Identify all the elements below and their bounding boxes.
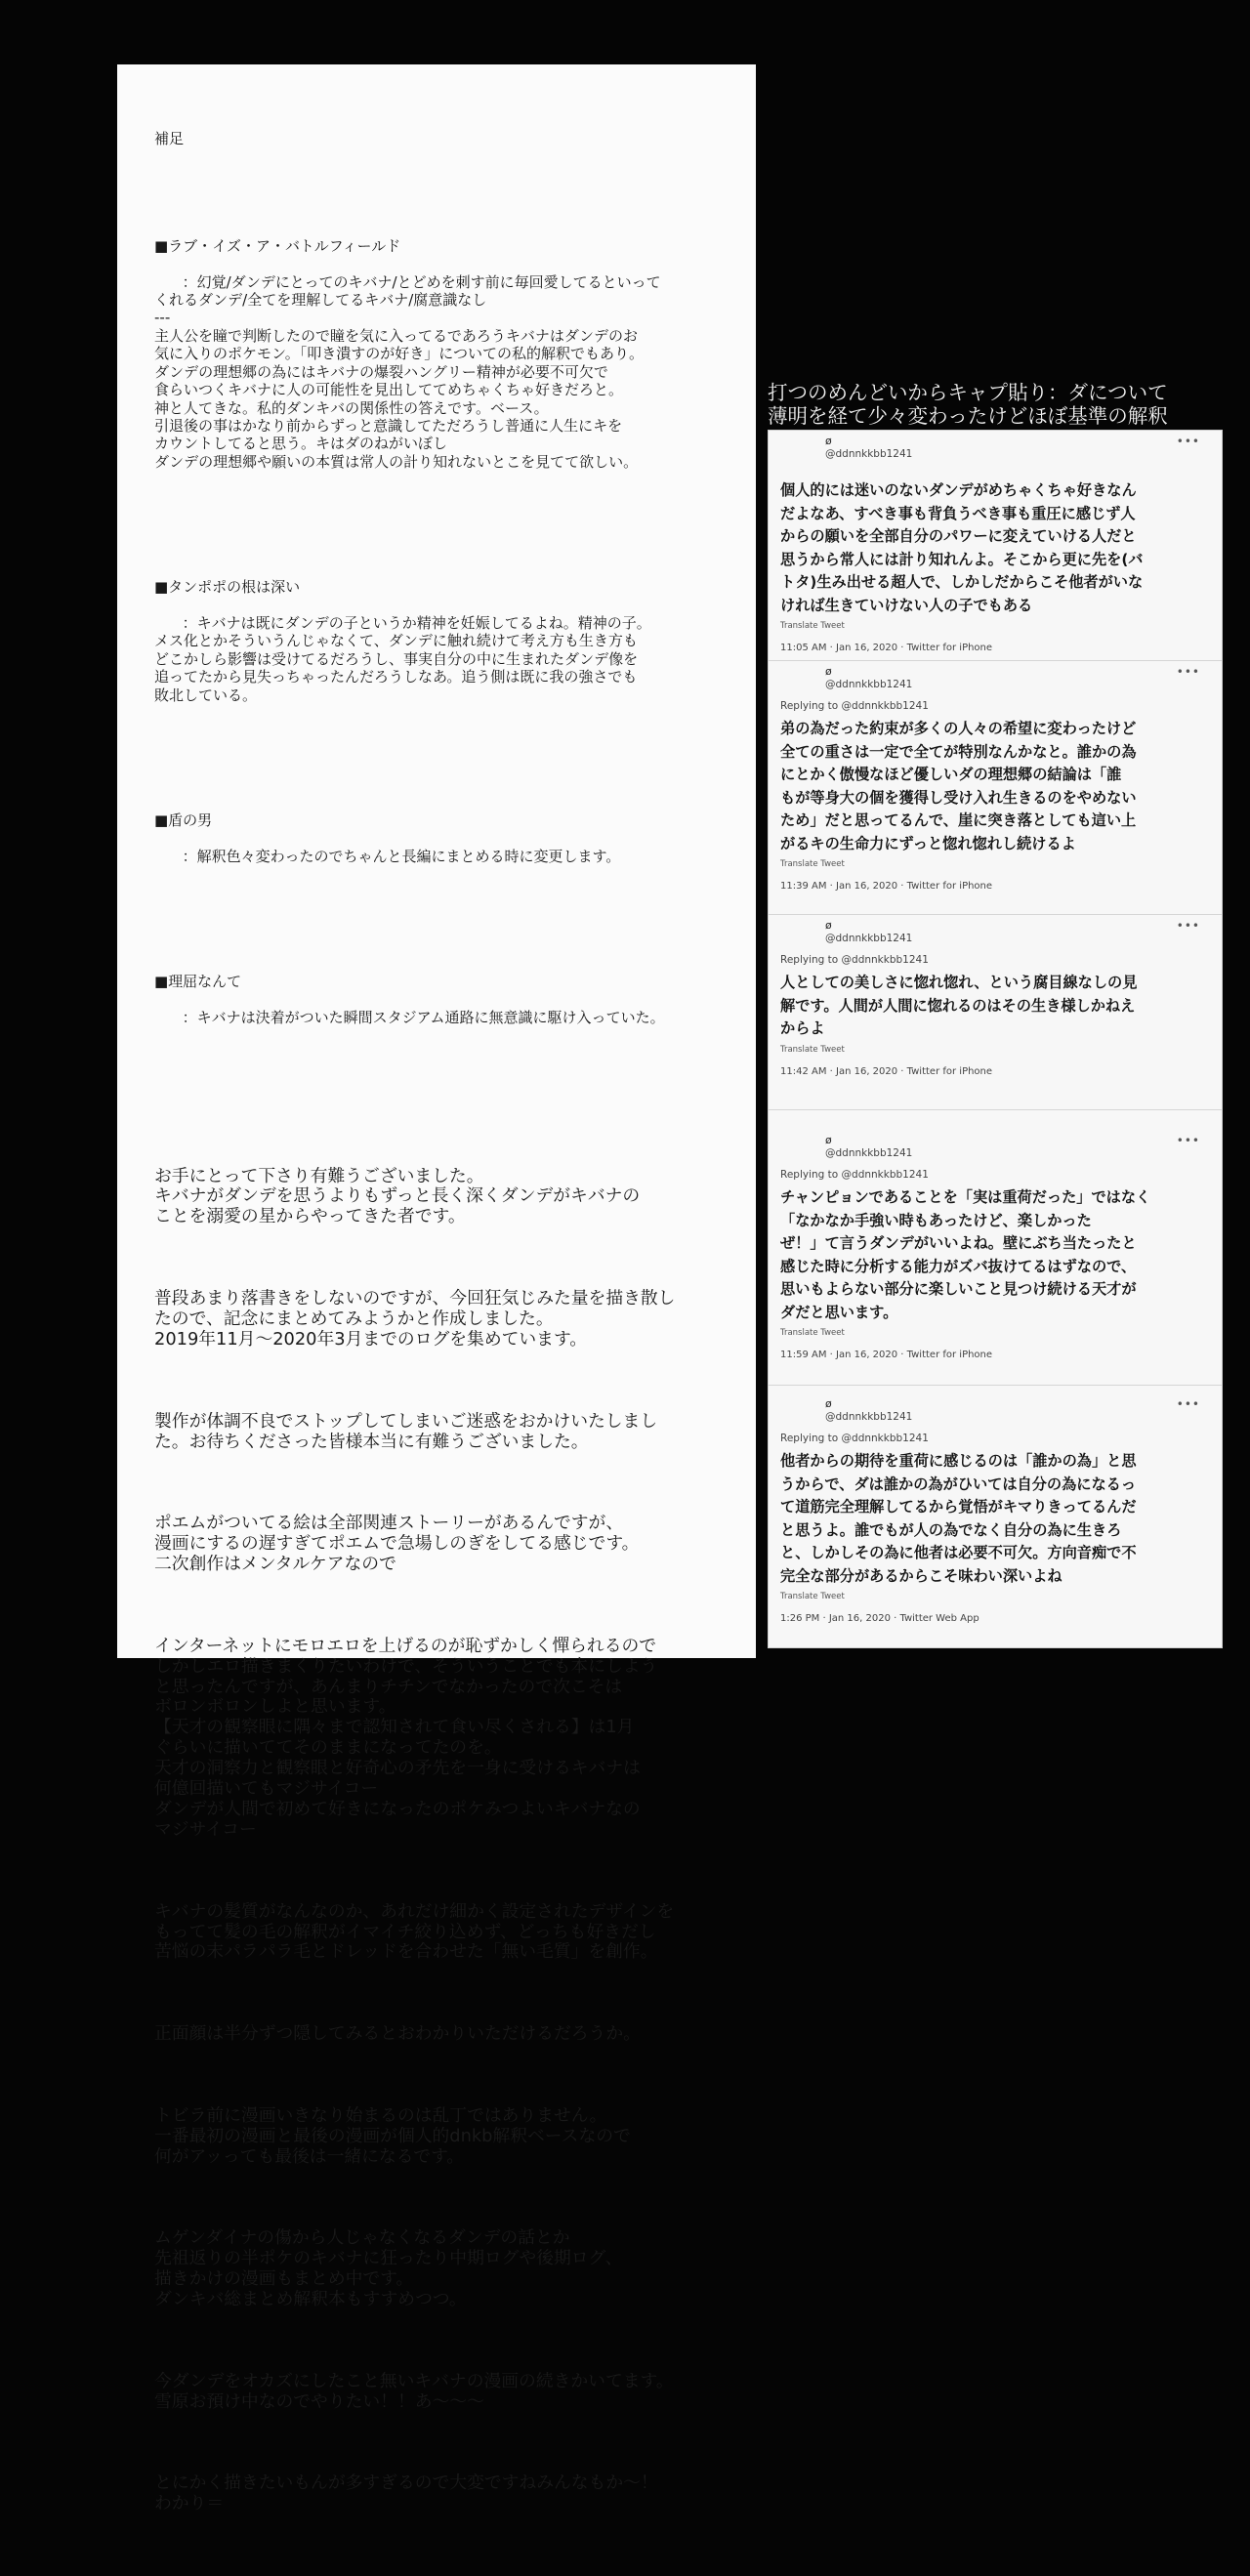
tweet-card xyxy=(769,431,1222,661)
afterword-paragraph: キバナの髪質がなんなのか、あれだけ細かく設定されたデザインを もってて髪の毛の解釈がイマイチ絞り込めず、どっちも好きだし 苦悩の末パラパラ毛とドレッドを合わせた「無い毛質」を創作。 xyxy=(154,1900,675,1963)
tweet-handle[interactable]: @ddnnkkbb1241 xyxy=(825,933,913,944)
more-icon[interactable]: ••• xyxy=(1176,1134,1200,1147)
tweet-body: 弟の為だった約束が多くの人々の希望に変わったけど 全ての重さは一定で全てが特別なんかなと。誰かの為 にとかく傲慢なほど優しいダの理想郷の結論は「誰 もが等身大の個を獲得し受け入れ生きるのをやめない ため」だと思ってるんで、崖に突き落としても這い上 がるキの生命力にずっと惚れ惚れし続けるよ xyxy=(780,720,1137,852)
replying-to[interactable]: Replying to @ddnnkkbb1241 xyxy=(780,954,929,966)
afterword-paragraph: お手にとって下さり有難うございました。 キバナがダンデを思うよりもずっと長く深くダンデがキバナの ことを溺愛の星からやってきた者です。 xyxy=(154,1165,641,1227)
afterword-paragraph: 今ダンデをオカズにしたこと無いキバナの漫画の続きかいてます。 雪原お預け中なのでやりたい！！あ～～～ xyxy=(154,2370,674,2412)
note-heading: ■ラブ・イズ・ア・バトルフィールド xyxy=(154,236,401,255)
note-section xyxy=(154,542,721,722)
avatar-icon[interactable]: ø xyxy=(825,435,832,447)
note-heading: ■盾の男 xyxy=(154,811,213,830)
afterword-paragraph: インターネットにモロエロを上げるのが恥ずかしく憚られるので しかしエロ描きまくりたいわけで、そういうことでも本にしよう と思ったんですが、あんまりチチンでなかったので次こそは ボロンボロンしよと思います。 【天才の観察眼に隅々まで認知されて食い尽くされる】は1月 ぐらいに描いててそのままになってたのを。 天才の洞察力と観察眼と好奇心の矛先を一身に受けるキバナは 何億回描いてもマジサイコー ダンデが人間で初めて好きになったのポケみつよいキバナなの マジサイコー xyxy=(154,1635,658,1840)
tweet-body: 個人的には迷いのないダンデがめちゃくちゃ好きなん だよなあ、すべき事も背負うべき事も重圧に感じず人 からの願いを全部自分のパワーに変えていける人だと 思うから常人には計り知れんよ。そこから更に先を(バ トタ)生み出せる超人で、しかしだからこそ他者がいな ければ生きていけない人の子でもある xyxy=(780,481,1144,614)
note-text: ：幻覚/ダンデにとってのキバナ/とどめを刺す前に毎回愛してるといって くれるダンデ/全てを理解してるキバナ/腐意識なし --- 主人公を瞳で判断したので瞳を気に入ってるであろうキバナはダンデのお 気に入りのポケモン。「叩き潰すのが好き」についての私的解釈でもあり。 ダンデの理想郷の為にはキバナの爆裂ハングリー精神が必要不可欠で 食らいつくキバナに人の可能性を見出しててめちゃくちゃ好きだろと。 神と人てきな。私的ダンキバの関係性の答えです。ベース。 引退後の事はかなり前からずっと意識してただろうし普通に人生にキを カウントしてると思う。キはダのねがいぼし ダンデの理想郷や願いの本質は常人の計り知れないとこを見てて欲しい。 xyxy=(154,272,661,471)
left-page xyxy=(117,64,756,2514)
tweet-header xyxy=(780,1130,1210,1167)
tweet-header xyxy=(780,431,1210,468)
tweet-body: 他者からの期待を重荷に感じるのは「誰かの為」と思 うからで、ダは誰かの為がひいては自分の為になるっ て道筋完全理解してるから覚悟がキマりきってるんだ と思うよ。誰でもが人の為でなく自分の為に生きろ と、しかしその為に他者は必要不可欠。方向音痴で不 完全な部分があるからこそ味わい深いよね xyxy=(780,1452,1137,1585)
more-icon[interactable]: ••• xyxy=(1176,919,1200,933)
afterword-paragraph: トビラ前に漫画いきなり始まるのは乱丁ではありません。 一番最初の漫画と最後の漫画が個人的dnkb解釈ベースなので 何がアッっても最後は一緒になるです。 xyxy=(154,2104,631,2167)
caption-line: 薄明を経て少々変わったけどほぼ基準の解釈 xyxy=(768,404,1168,428)
tweet-card xyxy=(769,661,1222,915)
screenshot-caption xyxy=(768,381,1227,428)
replying-to[interactable]: Replying to @ddnnkkbb1241 xyxy=(780,1169,929,1181)
afterword-paragraph: とにかく描きたいもんが多すぎるので大変ですねみんなもか～！ わかり＝ xyxy=(154,2472,658,2514)
afterword-paragraph: ムゲンダイナの傷から人じゃなくなるダンデの話とか 先祖返りの半ポケのキバナに狂ったり中期ログや後期ログ、 描きかけの漫画もまとめ中です。 ダンキバ総まとめ解釈本もすすめつつ。 xyxy=(154,2227,623,2310)
translate-tweet-link[interactable]: Translate Tweet xyxy=(780,1328,845,1338)
avatar-icon[interactable]: ø xyxy=(825,1134,832,1146)
more-icon[interactable]: ••• xyxy=(1176,665,1200,679)
tweet-handle[interactable]: @ddnnkkbb1241 xyxy=(825,448,913,460)
tweet-timestamp[interactable]: 11:59 AM · Jan 16, 2020 · Twitter for iPhone xyxy=(780,1350,993,1360)
avatar-icon[interactable]: ø xyxy=(825,665,832,678)
translate-tweet-link[interactable]: Translate Tweet xyxy=(780,859,845,869)
translate-tweet-link[interactable]: Translate Tweet xyxy=(780,621,845,631)
avatar-icon[interactable]: ø xyxy=(825,1397,832,1410)
tweet-handle[interactable]: @ddnnkkbb1241 xyxy=(825,679,913,690)
notes-title: 補足 xyxy=(154,129,185,147)
note-heading: ■理屈なんて xyxy=(154,973,242,991)
replying-to[interactable]: Replying to @ddnnkkbb1241 xyxy=(780,1433,929,1444)
afterword-paragraph: 普段あまり落書きをしないのですが、今回狂気じみた量を描き散し たので、記念にまとめてみようかと作成しました。 2019年11月～2020年3月までのログを集めています。 xyxy=(154,1288,676,1350)
tweet-header xyxy=(780,661,1210,698)
avatar-icon[interactable]: ø xyxy=(825,919,832,932)
note-heading: ■タンポポの根は深い xyxy=(154,578,301,597)
tweet-screenshots xyxy=(768,430,1223,1648)
afterword-section xyxy=(154,1126,721,2576)
tweet-timestamp[interactable]: 11:39 AM · Jan 16, 2020 · Twitter for iPhone xyxy=(780,881,993,892)
caption-line: 打つのめんどいからキャプ貼り：ダについて xyxy=(768,381,1168,404)
tweet-body: チャンピョンであることを「実は重荷だった」ではなく 「なかなか手強い時もあったけど、楽しかった ぜ！」て言うダンデがいいよね。壁にぶち当たったと 感じた時に分析する能力がズバ抜けてるはずなので、 思いもよらない部分に楽しいこと見つけ続ける天才が ダだと思います。 xyxy=(780,1188,1151,1321)
tweet-card xyxy=(769,1130,1222,1386)
afterword-paragraph: 正面顔は半分ずつ隠してみるとおわかりいただけるだろうか。 xyxy=(154,2023,641,2045)
note-text: ：解釈色々変わったのでちゃんと長編にまとめる時に変更します。 xyxy=(182,847,621,865)
tweet-header xyxy=(780,1393,1210,1431)
tweet-timestamp[interactable]: 1:26 PM · Jan 16, 2020 · Twitter Web App xyxy=(780,1613,979,1624)
afterword-paragraph: ポエムがついてる絵は全部関連ストーリーがあるんですが、 漫画にするの遅すぎてポエムで急場しのぎをしてる感じです。 二次創作はメンタルケアなので xyxy=(154,1513,640,1575)
more-icon[interactable]: ••• xyxy=(1176,435,1200,448)
tweet-header xyxy=(780,915,1210,952)
note-section xyxy=(154,775,721,883)
tweet-handle[interactable]: @ddnnkkbb1241 xyxy=(825,1147,913,1159)
notes-section xyxy=(154,94,721,1099)
note-section xyxy=(154,201,721,489)
note-text: ：キバナは既にダンデの子というか精神を妊娠してるよね。精神の子。 メス化とかそういうんじゃなくて、ダンデに触れ続けて考え方も生き方も どこかしら影響は受けてるだろうし、事実自分の中に生まれたダンデ像を 追ってたから見失っちゃったんだろうしなあ。追う側は既に我の強さでも 敗北している。 xyxy=(154,613,651,704)
tweet-handle[interactable]: @ddnnkkbb1241 xyxy=(825,1411,913,1423)
replying-to[interactable]: Replying to @ddnnkkbb1241 xyxy=(780,700,929,712)
note-text: ：キバナは決着がついた瞬間スタジアム通路に無意識に駆け入っていた。 xyxy=(182,1009,665,1027)
translate-tweet-link[interactable]: Translate Tweet xyxy=(780,1044,845,1055)
tweet-card xyxy=(769,915,1222,1110)
translate-tweet-link[interactable]: Translate Tweet xyxy=(780,1592,845,1601)
tweet-timestamp[interactable]: 11:42 AM · Jan 16, 2020 · Twitter for iPhone xyxy=(780,1065,993,1077)
tweet-timestamp[interactable]: 11:05 AM · Jan 16, 2020 · Twitter for iPhone xyxy=(780,643,993,653)
note-section xyxy=(154,936,721,1044)
more-icon[interactable]: ••• xyxy=(1176,1397,1200,1411)
tweet-body: 人としての美しさに惚れ惚れ、という腐目線なしの見 解です。人間が人間に惚れるのはその生き様しかねえ からよ xyxy=(780,974,1138,1037)
afterword-paragraph: 製作が体調不良でストップしてしまいご迷惑をおかけいたしまし た。お待ちくださった皆様本当に有難うございました。 xyxy=(154,1410,658,1452)
tweet-card xyxy=(769,1393,1222,1649)
